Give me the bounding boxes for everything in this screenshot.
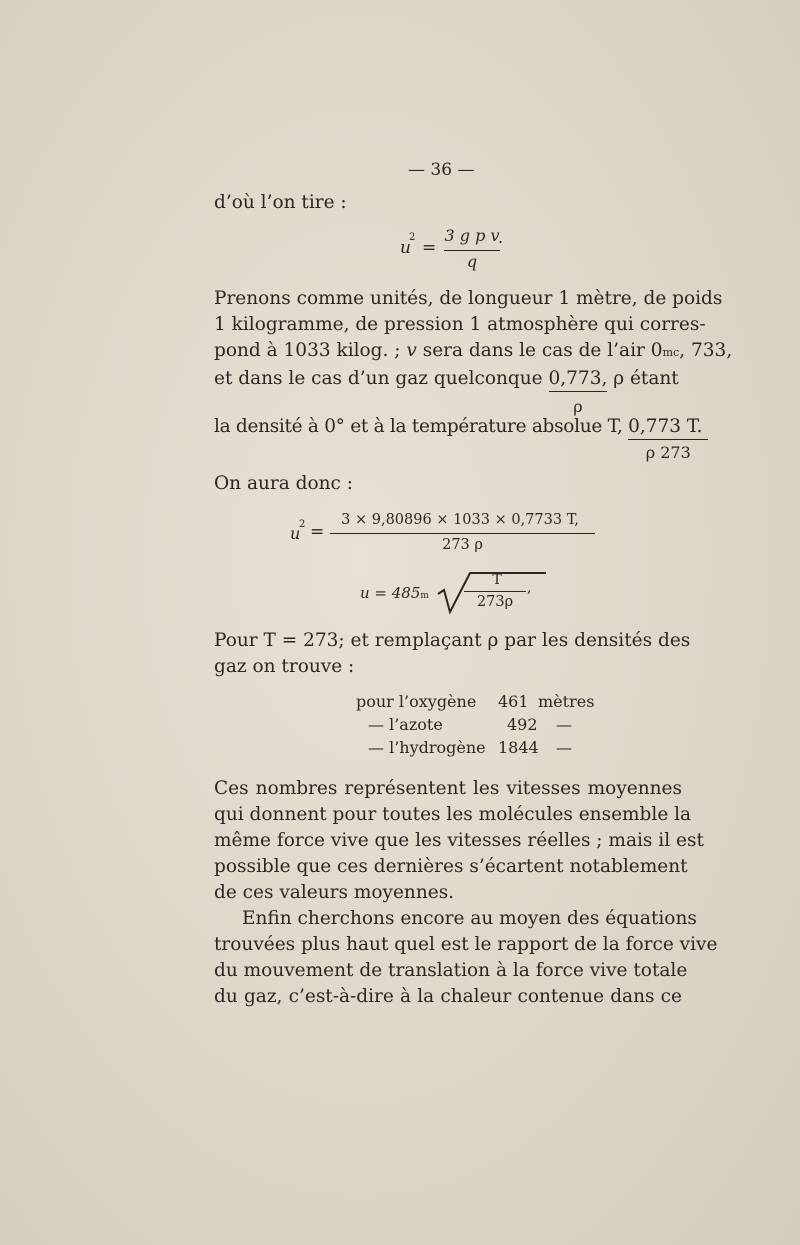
eq2-den: 273 ρ — [442, 537, 483, 553]
para4-line2: trouvées plus haut quel est le rapport de la force vive — [214, 934, 718, 955]
table-row-3-label-visible: — l’hydrogène — [368, 738, 486, 757]
equation-2 — [290, 512, 610, 562]
eq3-bar — [464, 591, 526, 592]
eq1-num: 3 g p v — [444, 226, 500, 245]
eq2-eq: = — [310, 522, 325, 542]
eq3-den: 273ρ — [476, 594, 514, 610]
table-row-3-value: 1844 — [498, 738, 539, 757]
eq1-den: q — [466, 252, 478, 271]
para3-line2: qui donnent pour toutes les molécules ensemble la — [214, 804, 692, 825]
table-row-1-label: pour l’oxygène — [356, 692, 477, 711]
para3-line4: possible que ces dernières s’écartent notablement — [214, 856, 688, 877]
para2-line2: gaz on trouve : — [214, 656, 355, 677]
eq2-lhs: u — [290, 524, 301, 543]
para1-line1: Prenons comme unités, de longueur 1 mètre, de poids — [214, 288, 723, 309]
table-row-1-unit: mètres — [538, 692, 595, 711]
table-row-3-unit: — — [556, 738, 572, 757]
equation-3 — [360, 568, 560, 628]
table-row-1-value: 461 — [498, 692, 529, 711]
para2-line1: Pour T = 273; et remplaçant ρ par les densités des — [214, 630, 691, 651]
eq3-comma: , — [527, 580, 532, 596]
velocity-table — [0, 692, 800, 772]
eq2-num: 3 × 9,80896 × 1033 × 0,7733 T, — [341, 512, 579, 528]
eq1-dot: . — [498, 228, 504, 247]
intro-text: d’où l’on tire : — [214, 192, 347, 213]
eq2-exp: 2 — [299, 519, 306, 530]
eq1-eq: = — [422, 238, 437, 258]
para3-line5: de ces valeurs moyennes. — [214, 882, 455, 903]
table-row-2-unit: — — [556, 715, 572, 734]
para1-line3: pond à 1033 kilog. ; v sera dans le cas de l’air $0^{mc}$, 733, — [214, 340, 733, 361]
eq1-exp: 2 — [409, 232, 416, 243]
para4-line3: du mouvement de translation à la force vive totale — [214, 960, 688, 981]
eq1-lhs: u — [400, 238, 411, 258]
para1-line5: la densité à 0° et à la température absolue T, $\frac{0,773 T.}{\rho 273}$ — [214, 414, 702, 440]
eq3-num: T — [492, 572, 502, 588]
para4-line4: du gaz, c’est-à-dire à la chaleur contenue dans ce — [214, 986, 682, 1007]
para3-line1: Ces nombres représentent les vitesses moyennes — [214, 778, 682, 799]
eq2-bar — [330, 533, 595, 534]
para3-line3: même force vive que les vitesses réelles ; mais il est — [214, 830, 704, 851]
table-row-2-label: — l’azote — [368, 715, 443, 734]
equation-1 — [400, 228, 510, 278]
para1-line4: et dans le cas d’un gaz quelconque $\frac{0,773,}{\rho}$ ρ étant — [214, 368, 679, 416]
table-row-2-value: 492 — [507, 715, 538, 734]
eq3-lhs: $u = 485^m$ — [360, 584, 429, 602]
intro-text-2: On aura donc : — [214, 473, 354, 494]
page-number: — 36 — — [408, 160, 475, 180]
para1-line2: 1 kilogramme, de pression 1 atmosphère qui corres- — [214, 314, 706, 335]
para4-line1: Enfin cherchons encore au moyen des équations — [242, 908, 697, 929]
